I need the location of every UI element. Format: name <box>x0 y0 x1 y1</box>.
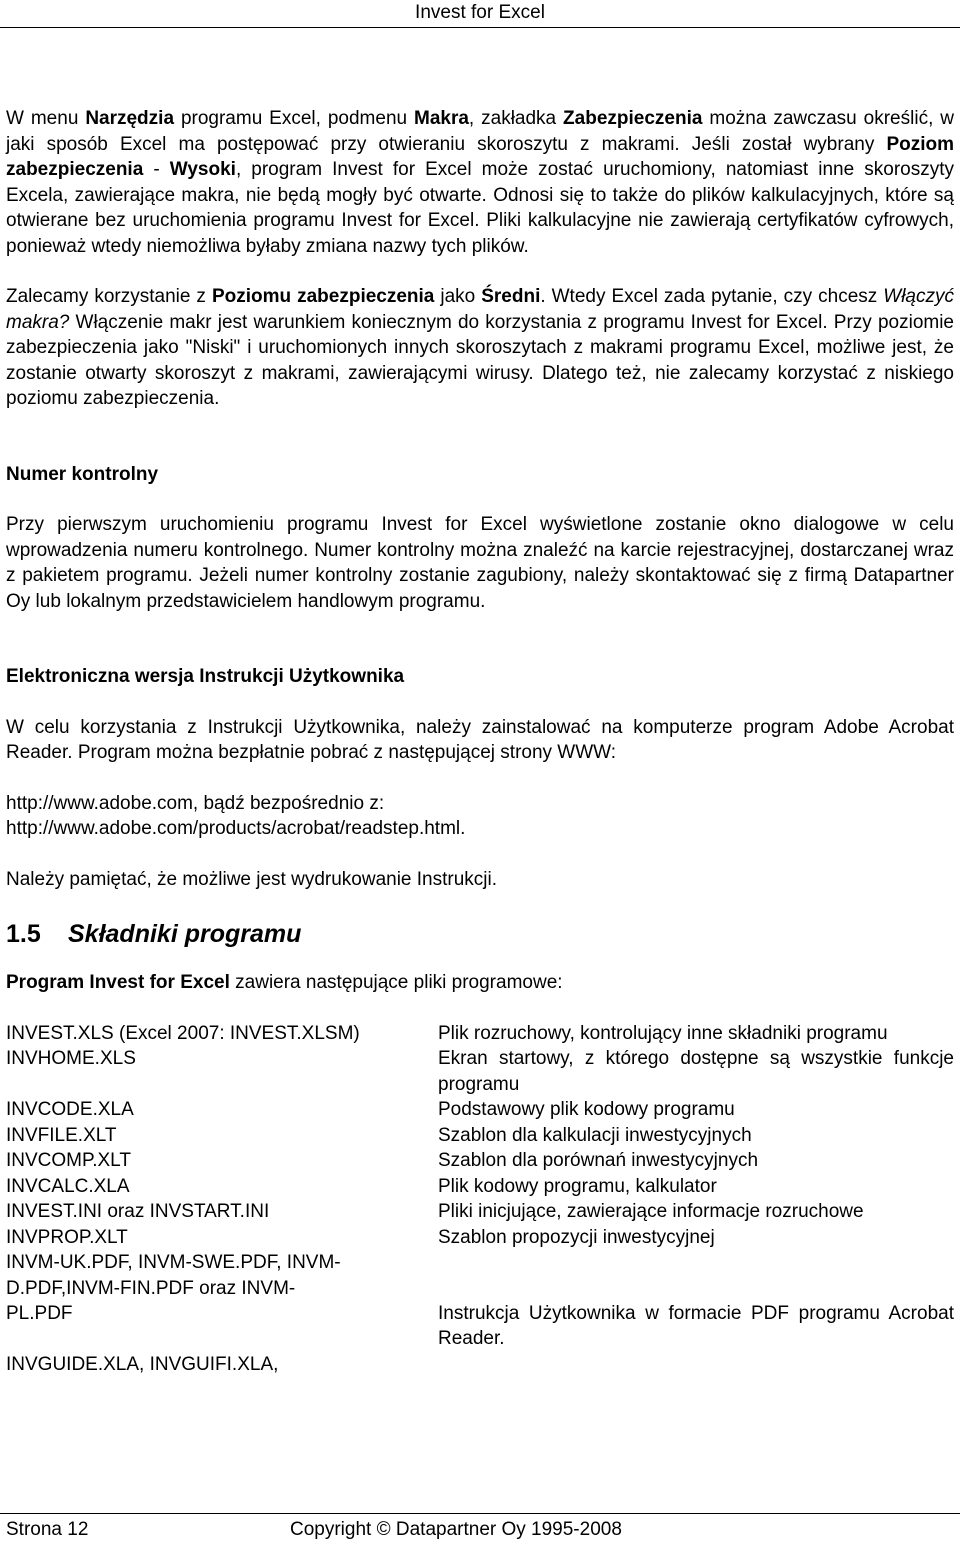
text-run: jako <box>434 286 482 307</box>
file-description: Szablon dla porównań inwestycyjnych <box>438 1150 759 1171</box>
intro-paragraph-1 <box>6 106 954 259</box>
bold-makra: Makra <box>414 108 469 129</box>
file-name: INVM-UK.PDF, INVM-SWE.PDF, INVM-D.PDF,INVM-FIN.PDF oraz INVM-PL.PDF <box>6 1252 341 1324</box>
spacer <box>6 487 954 512</box>
text-run: - <box>143 159 170 180</box>
text-run: zawiera następujące pliki programowe: <box>229 972 563 993</box>
text-run: , program Invest for Excel może zostać uruchomiony, natomiast inne skoroszyty Excela, zawierające makra, nie będą mogły być otwarte. Odnosi się to także do plików kalkulacyjnych, które są otwierane bez uruchomienia programu Invest for Excel. Pliki kalkulacyjne nie zawierają certyfikatów cyfrowych, ponieważ wtedy niemożliwa byłaby zmiana nazwy tych plików. <box>6 159 954 257</box>
file-description: Plik rozruchowy, kontrolujący inne składniki programu <box>438 1022 888 1044</box>
spacer <box>6 949 954 970</box>
text-run: . Wtedy Excel zada pytanie, czy chcesz <box>540 286 884 307</box>
spacer <box>6 842 954 867</box>
file-row <box>6 1225 954 1251</box>
bold-zabezpieczenia: Zabezpieczenia <box>563 108 703 129</box>
file-row <box>6 1123 954 1149</box>
page-number: Strona 12 <box>6 1519 89 1540</box>
file-name: INVGUIDE.XLA, INVGUIFI.XLA, <box>6 1353 279 1375</box>
file-description: Ekran startowy, z którego dostępne są wszystkie funkcje programu <box>438 1048 954 1095</box>
file-description: Instrukcja Użytkownika w formacie PDF programu Acrobat Reader. <box>438 1302 954 1349</box>
bold-poziomu: Poziomu zabezpieczenia <box>211 286 435 307</box>
elektro-paragraph: W celu korzystania z Instrukcji Użytkownika, należy zainstalować na komputerze program Adobe Acrobat Reader. Program można bezpłatnie pobrać z następującej strony WWW: <box>6 716 954 763</box>
file-name: INVHOME.XLS <box>6 1048 136 1069</box>
bold-sredni: Średni <box>481 286 541 307</box>
text-run: Zalecamy korzystanie z <box>6 286 212 307</box>
file-row <box>6 1250 954 1349</box>
section-number: 1.5 <box>6 920 41 948</box>
adobe-url-1: http://www.adobe.com, bądź bezpośrednio z: <box>6 792 385 814</box>
text-run: W menu <box>6 108 86 129</box>
file-row <box>6 1199 954 1225</box>
file-description: Szablon propozycji inwestycyjnej <box>438 1226 715 1248</box>
page-header <box>0 0 960 26</box>
file-name: INVEST.XLS (Excel 2007: INVEST.XLSM) <box>6 1022 360 1044</box>
file-name: INVEST.INI oraz INVSTART.INI <box>6 1201 270 1222</box>
section15-intro <box>6 970 954 996</box>
file-row <box>6 1148 954 1174</box>
print-note: Należy pamiętać, że możliwe jest wydrukowanie Instrukcji. <box>6 868 498 890</box>
text-run: , zakładka <box>468 108 564 129</box>
file-list <box>6 1021 954 1378</box>
header-divider <box>0 27 960 28</box>
bold-narzedzia: Narzędzia <box>85 108 175 129</box>
spacer <box>6 614 954 664</box>
file-row <box>6 1097 954 1123</box>
bold-poziom: Poziom zabezpieczenia <box>6 133 954 180</box>
section-heading-text: Składniki programu <box>68 920 302 948</box>
file-description: Pliki inicjujące, zawierające informacje rozruchowe <box>438 1201 864 1222</box>
file-description <box>438 1352 954 1378</box>
section-heading-1-5 <box>6 919 954 949</box>
file-name: INVCALC.XLA <box>6 1175 130 1197</box>
intro-paragraph-2 <box>6 284 954 412</box>
file-row <box>6 1174 954 1200</box>
file-row <box>6 1046 954 1097</box>
bold-program-name: Program Invest for Excel <box>6 972 230 993</box>
file-row <box>6 1352 954 1378</box>
file-row <box>6 1021 954 1047</box>
bold-wysoki: Wysoki <box>169 159 236 180</box>
spacer <box>6 766 954 791</box>
header-title: Invest for Excel <box>415 2 545 23</box>
file-name: INVPROP.XLT <box>6 1226 128 1248</box>
copyright: Copyright © Datapartner Oy 1995-2008 <box>290 1519 622 1540</box>
file-description: Plik kodowy programu, kalkulator <box>438 1175 717 1197</box>
page-content <box>6 106 954 1377</box>
numer-paragraph: Przy pierwszym uruchomieniu programu Invest for Excel wyświetlone zostanie okno dialogowe w celu wprowadzenia numeru kontrolnego. Numer kontrolny można znaleźć na karcie rejestracyjnej, dostarczanej wraz z pakietem programu. Jeżeli numer kontrolny zostanie zagubiony, należy skontaktować się z firmą Datapartner Oy lub lokalnym przedstawicielem handlowym programu. <box>6 514 954 612</box>
footer-divider <box>0 1513 960 1514</box>
adobe-url-2: http://www.adobe.com/products/acrobat/readstep.html. <box>6 818 466 839</box>
text-run: programu Excel, podmenu <box>174 108 414 129</box>
spacer <box>6 892 954 919</box>
spacer <box>6 259 954 284</box>
spacer <box>6 412 954 462</box>
file-description: Szablon dla kalkulacji inwestycyjnych <box>438 1124 752 1146</box>
italic-wlaczyc-makra: Włączyć makra? <box>6 286 954 333</box>
spacer <box>6 996 954 1021</box>
file-name: INVFILE.XLT <box>6 1124 117 1146</box>
text-run: Włączenie makr jest warunkiem koniecznym do korzystania z programu Invest for Excel. Przy poziomie zabezpieczenia jako "Niski" i uruchomionych innych skoroszytach z makrami programu Excel, możliwe jest, że zostanie otwarty skoroszyt z makrami, zawierającymi wirusy. Dlatego też, nie zalecamy korzystać z niskiego poziomu zabezpieczenia. <box>6 311 954 409</box>
section-title-numer: Numer kontrolny <box>6 463 159 485</box>
spacer <box>6 690 954 715</box>
file-name: INVCOMP.XLT <box>6 1150 131 1171</box>
section-title-elektro: Elektroniczna wersja Instrukcji Użytkownika <box>6 666 405 687</box>
file-description: Podstawowy plik kodowy programu <box>438 1099 735 1120</box>
file-name: INVCODE.XLA <box>6 1099 134 1120</box>
text-run: można zawczasu określić, w jaki sposób Excel ma postępować przy otwieraniu skoroszytu z makrami. Jeśli został wybrany <box>6 108 954 155</box>
